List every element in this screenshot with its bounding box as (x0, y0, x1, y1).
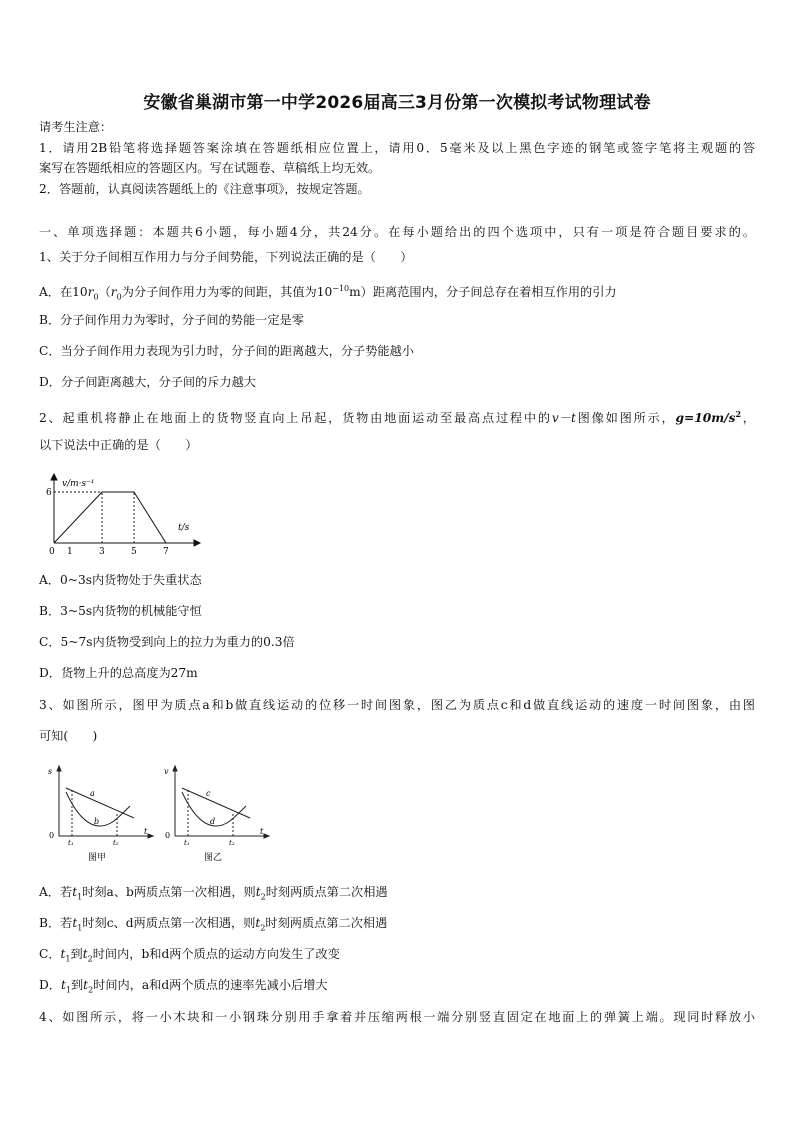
q3-b-t2: t (255, 916, 261, 930)
jia-y-arrow (57, 766, 61, 771)
q2-stem-g-exp: 2 (735, 409, 742, 419)
notice-heading: 请考生注意： (39, 120, 113, 134)
q2-y-label: v/m·s⁻¹ (62, 479, 95, 489)
q3-a-t1-sub: 1 (77, 892, 83, 902)
jia-t1: t₁ (68, 839, 74, 847)
q2-stem-end: ， (741, 411, 755, 426)
q3-c-3: 时间内，b和d两个质点的运动方向发生了改变 (92, 947, 340, 961)
q1-a-r0b: r (110, 285, 117, 300)
q3-a-2: 时刻a、b两质点第一次相遇，则 (82, 885, 256, 899)
notice-item-1: 1．请用2B铅笔将选择题答案涂填在答题纸相应位置上，请用0．5毫米及以上黑色字迹的钢笔或签字笔将主观题的答 (39, 141, 755, 155)
q2-stem-a: 2、起重机将静止在地面上的货物竖直向上吊起，货物由地面运动至最高点过程中的 (39, 411, 552, 426)
jia-curve-a-label: a (90, 789, 95, 798)
q2-y-tick-6: 6 (46, 488, 52, 498)
yi-t1: t₁ (184, 839, 190, 847)
q3-d-t1-sub: 1 (65, 985, 71, 995)
q3-b-t1: t (72, 916, 78, 930)
yi-line-c (182, 788, 250, 818)
q2-vt-chart (44, 472, 204, 554)
q3-a-t1: t (72, 885, 78, 899)
q3-stem-line1: 3、如图所示，图甲为质点a和b做直线运动的位移一时间图象，图乙为质点c和d做直线运动的速度一时间图象，由图 (39, 698, 755, 712)
q2-option-d: D．货物上升的总高度为27m (39, 666, 198, 680)
yi-origin: 0 (165, 831, 171, 840)
yi-curve-c-label: c (206, 789, 211, 798)
jia-t2: t₂ (113, 839, 119, 847)
q3-a-t2-sub: 2 (260, 892, 266, 902)
yi-y-label: v (164, 767, 169, 776)
q3-d-1: D． (39, 978, 61, 992)
q1-option-a (39, 281, 617, 306)
page-title: 安徽省巢湖市第一中学2026届高三3月份第一次模拟考试物理试卷 (143, 93, 651, 113)
q3-a-t2: t (255, 885, 261, 899)
q1-a-mid2: 为分子间作用力为零的间距，其值为10 (121, 285, 333, 300)
q4-stem-line1: 4、如图所示，将一小木块和一小钢珠分别用手拿着并压缩两根一端分别竖直固定在地面上的弹簧上端。现同时释放小 (39, 1010, 755, 1024)
q2-stem-b: 图像如图所示， (575, 411, 676, 426)
q3-stem-line2: 可知( ) (39, 729, 98, 743)
jia-x-label: t (144, 827, 148, 836)
jia-curve-b-label: b (94, 817, 100, 826)
q1-stem: 1、关于分子间相互作用力与分子间势能，下列说法正确的是（ ） (39, 250, 413, 264)
q1-a-r0b-sub: 0 (116, 292, 122, 302)
q2-stem-line2: 以下说法中正确的是（ ） (39, 438, 198, 452)
jia-caption: 图甲 (88, 853, 107, 863)
q2-vt-series-line (54, 492, 166, 543)
q1-a-r0: r (87, 285, 94, 300)
q2-stem-vt: v－t (551, 411, 576, 426)
q2-option-b: B．3~5s内货物的机械能守恒 (39, 604, 202, 618)
q1-a-mid1: （ (98, 285, 111, 300)
q1-a-suffix: m）距离范围内，分子间总存在着相互作用的引力 (349, 285, 617, 300)
jia-line-a (66, 788, 134, 818)
q2-x-label: t/s (178, 523, 190, 533)
yi-curve-d-label: d (210, 817, 216, 826)
q1-option-b: B．分子间作用力为零时，分子间的势能一定是零 (39, 313, 304, 327)
q3-b-t2-sub: 2 (260, 923, 266, 933)
q3-c-t1-sub: 1 (65, 954, 71, 964)
q3-option-c (39, 946, 340, 967)
q3-figure-jia (44, 762, 156, 866)
q2-stem-g: g=10m/s (675, 411, 736, 426)
yi-x-label: t (260, 827, 264, 836)
q3-b-1: B．若 (39, 916, 73, 930)
yi-caption: 图乙 (204, 853, 223, 863)
q2-y-arrow (51, 474, 57, 480)
q3-a-3: 时刻两质点第二次相遇 (265, 885, 388, 899)
q2-x-tick-5: 5 (131, 547, 137, 554)
q3-c-2: 到 (70, 947, 83, 961)
yi-t2: t₂ (229, 839, 235, 847)
q2-x-tick-0: 0 (49, 547, 55, 554)
q3-c-t1: t (60, 947, 66, 961)
q1-a-exponent: −10 (332, 284, 350, 293)
q3-d-t1: t (60, 978, 66, 992)
q3-b-2: 时刻c、d两质点第一次相遇，则 (82, 916, 256, 930)
notice-item-1-cont: 案写在答题纸相应的答题区内。写在试题卷、草稿纸上均无效。 (39, 161, 381, 175)
q3-option-b (39, 915, 387, 936)
q3-c-t2-sub: 2 (87, 954, 93, 964)
q3-b-3: 时刻两质点第二次相遇 (265, 916, 388, 930)
q3-d-3: 时间内，a和d两个质点的速率先减小后增大 (93, 978, 328, 992)
jia-y-label: s (48, 767, 53, 776)
q3-d-t2: t (83, 978, 89, 992)
q1-a-prefix: A．在10 (39, 285, 88, 300)
q3-c-t2: t (82, 947, 88, 961)
q2-x-arrow (194, 540, 200, 546)
q2-x-tick-1: 1 (67, 547, 73, 554)
yi-y-arrow (173, 766, 177, 771)
notice-item-2: 2．答题前，认真阅读答题纸上的《注意事项》，按规定答题。 (39, 182, 370, 196)
section-heading: 一、单项选择题：本题共6小题，每小题4分，共24分。在每小题给出的四个选项中，只有一项是符合题目要求的。 (39, 225, 755, 239)
q1-option-c: C．当分子间作用力表现为引力时，分子间的距离越大，分子势能越小 (39, 344, 414, 358)
q3-option-d (39, 977, 328, 998)
q2-stem-line1 (39, 406, 755, 426)
q3-c-1: C． (39, 947, 61, 961)
q3-d-2: 到 (70, 978, 84, 992)
q3-figure-yi (160, 762, 272, 866)
q3-a-1: A．若 (39, 885, 73, 899)
q1-option-d: D．分子间距离越大，分子间的斥力越大 (39, 375, 256, 389)
q2-option-a: A．0~3s内货物处于失重状态 (39, 573, 202, 587)
q1-a-r0-sub: 0 (93, 292, 99, 302)
jia-origin: 0 (49, 831, 55, 840)
q2-option-c: C．5~7s内货物受到向上的拉力为重力的0.3倍 (39, 635, 295, 649)
jia-x-arrow (148, 834, 153, 838)
q2-x-tick-7: 7 (163, 547, 169, 554)
q3-option-a (39, 884, 388, 905)
q3-d-t2-sub: 2 (88, 985, 94, 995)
yi-x-arrow (264, 834, 269, 838)
q3-b-t1-sub: 1 (77, 923, 83, 933)
q2-x-tick-3: 3 (99, 547, 105, 554)
